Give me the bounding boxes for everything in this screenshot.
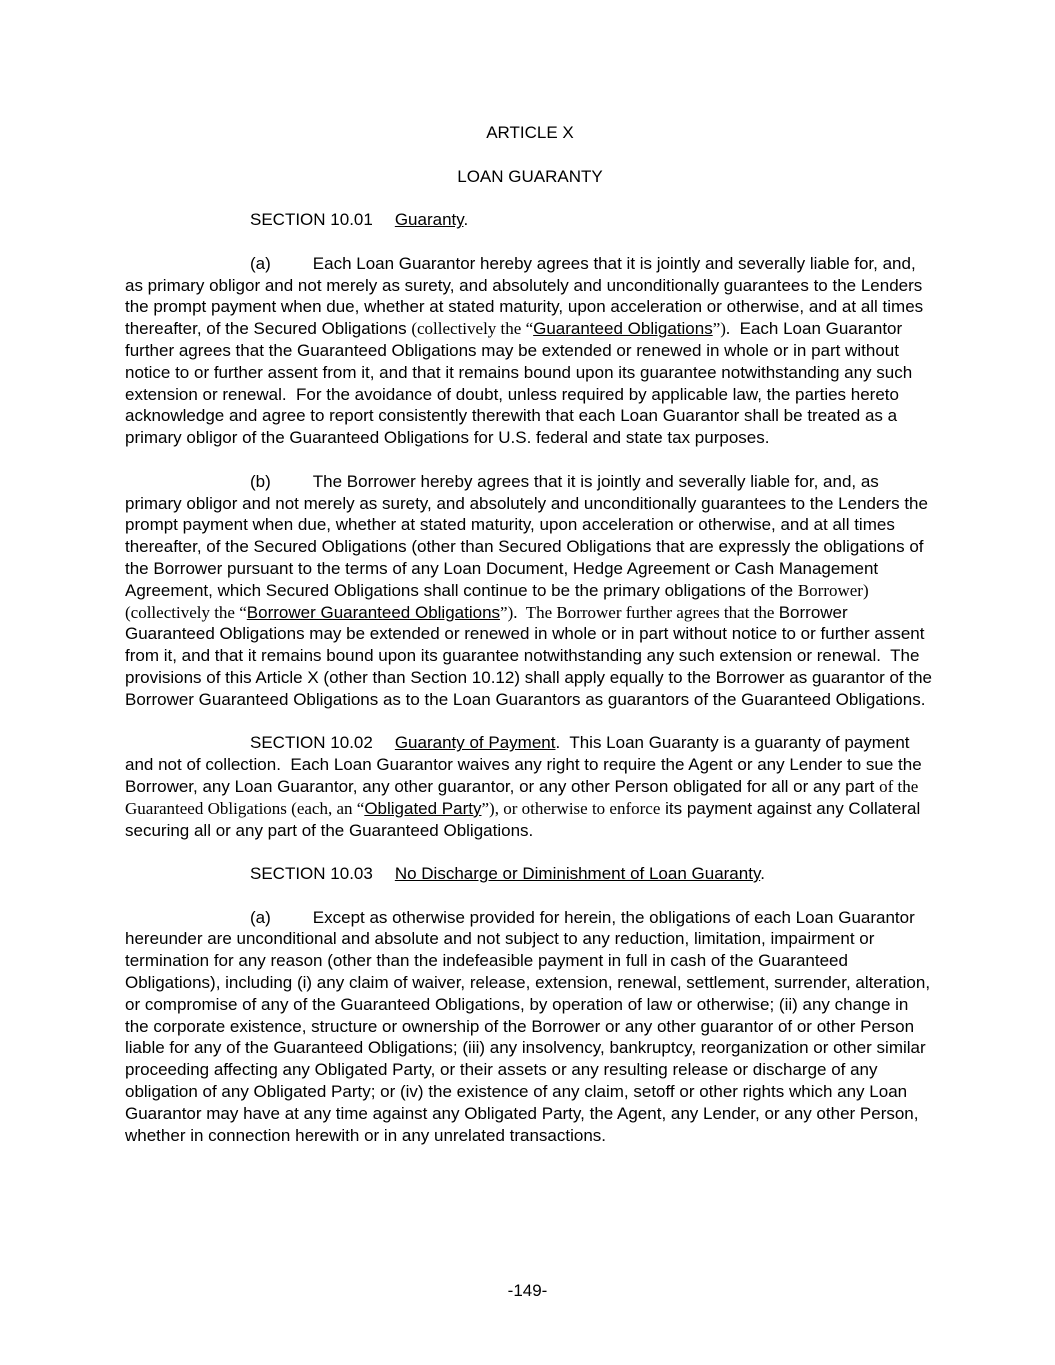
text-run: LOAN GUARANTY xyxy=(457,166,603,186)
article-number-heading xyxy=(125,122,935,144)
text-run: its payment against any Collateral securing all or any part of the Guaranteed Obligations. xyxy=(125,798,925,840)
tab-space xyxy=(373,878,395,879)
text-run: Borrower) (collectively the “ xyxy=(125,580,873,622)
text-run: Each Loan Guarantor hereby agrees that it is jointly and severally liable for, and, as primary obligor and not merely as surety, and absolutely and unconditionally guarantees to the Lenders the prompt payment when due, whether at stated maturity, upon acceleration or otherwise, and at all times thereafter, of the Secured Obligations xyxy=(125,253,928,339)
paragraph-10-01-b xyxy=(125,471,935,711)
paragraph-10-01-a xyxy=(125,253,935,449)
article-title-heading xyxy=(125,166,935,188)
text-run: The Borrower hereby agrees that it is jointly and severally liable for, and, as primary obligor and not merely as surety, and absolutely and unconditionally guarantees to the Lenders the prompt payment when due, whether at stated maturity, upon acceleration or otherwise, and at all times thereafter, of the Secured Obligations (other than Secured Obligations that are expressly the obligations of the Borrower pursuant to the terms of any Loan Document, Hedge Agreement or Cash Management Agreement, which Secured Obligations shall continue to be the primary obligations of the xyxy=(125,471,933,600)
text-run: (a) xyxy=(250,907,271,927)
tab-space xyxy=(271,922,313,923)
defined-term: No Discharge or Diminishment of Loan Guaranty xyxy=(394,864,761,884)
text-run: ”). xyxy=(500,602,518,622)
paragraph-10-03-a xyxy=(125,907,935,1147)
page-number: -149- xyxy=(507,1281,548,1300)
defined-term: Obligated Party xyxy=(364,798,482,818)
text-run: Each Loan Guarantor further agrees that the Guaranteed Obligations may be extended or renewed in whole or in part without notice to or further assent from it, and that it remains bound upon its guarantee notwithstanding any such extension or renewal. For the avoidance of doubt, unless required by applicable law, the parties hereto acknowledge and agree to report consistently therewith that each Loan Guarantor shall be treated as a primary obligor of the Guaranteed Obligations for U.S. federal and state tax purposes. xyxy=(125,319,917,448)
defined-term: Borrower Guaranteed Obligations xyxy=(246,602,501,622)
tab-space xyxy=(373,224,395,225)
text-run: ”), or otherwise to enforce xyxy=(481,798,661,818)
text-run: of the Guaranteed Obligations (each, an “ xyxy=(125,776,923,818)
text-run: . xyxy=(463,210,469,230)
text-run: SECTION 10.03 xyxy=(250,864,373,884)
tab-space xyxy=(373,747,395,748)
section-10-01-heading xyxy=(125,209,935,231)
text-run: ARTICLE X xyxy=(486,123,574,142)
text-run: (a) xyxy=(250,253,271,273)
section-10-03-heading xyxy=(125,863,935,885)
text-run: SECTION 10.02 xyxy=(250,733,373,753)
tab-space xyxy=(271,486,313,487)
tab-space xyxy=(271,268,313,269)
text-run: Except as otherwise provided for herein, the obligations of each Loan Guarantor hereunder are unconditional and absolute and not subject to any reduction, limitation, impairment or termination for any reason (other than the indefeasible payment in full in cash of the Guaranteed Obligations), including (i) any claim of waiver, release, extension, renewal, settlement, surrender, alteration, or compromise of any of the Guaranteed Obligations, by operation of law or otherwise; (ii) any change in the corporate existence, structure or ownership of the Borrower or any other guarantor of or other Person liable for any of the Guaranteed Obligations; (iii) any insolvency, bankruptcy, reorganization or other similar proceeding affecting any Obligated Party, or their assets or any resulting release or discharge of any obligation of any Obligated Party; or (iv) the existence of any claim, setoff or other rights which any Loan Guarantor may have at any time against any Obligated Party, the Agent, any Lender, or any other Person, whether in connection herewith or in any unrelated transactions. xyxy=(125,907,935,1145)
text-run: . This Loan Guaranty is a guaranty of payment and not of collection. Each Loan Guarantor waives any right to require the Agent or any Lender to sue the Borrower, any Loan Guarantor, any other guarantor, or any other Person obligated for all or any part xyxy=(125,733,927,796)
text-run: ”). xyxy=(712,319,731,339)
text-run: The Borrower further agrees that the xyxy=(517,602,779,622)
text-run: (collectively the “ xyxy=(411,319,534,339)
text-run: SECTION 10.01 xyxy=(250,210,373,230)
paragraph-10-02 xyxy=(125,732,935,841)
defined-term: Guaranty xyxy=(394,210,464,230)
text-run: Borrower Guaranteed Obligations may be extended or renewed in whole or in part without notice to or further assent from it, and that it remains bound upon its guarantee notwithstanding any such extension or renewal. The provisions of this Article X (other than Section 10.12) shall apply equally to the Borrower as guarantor of the Borrower Guaranteed Obligations as to the Loan Guarantors as guarantors of the Guaranteed Obligations. xyxy=(125,602,937,709)
defined-term: Guaranty of Payment xyxy=(394,733,556,753)
defined-term: Guaranteed Obligations xyxy=(533,319,713,339)
text-run: (b) xyxy=(250,471,271,491)
text-run: . xyxy=(760,864,765,884)
